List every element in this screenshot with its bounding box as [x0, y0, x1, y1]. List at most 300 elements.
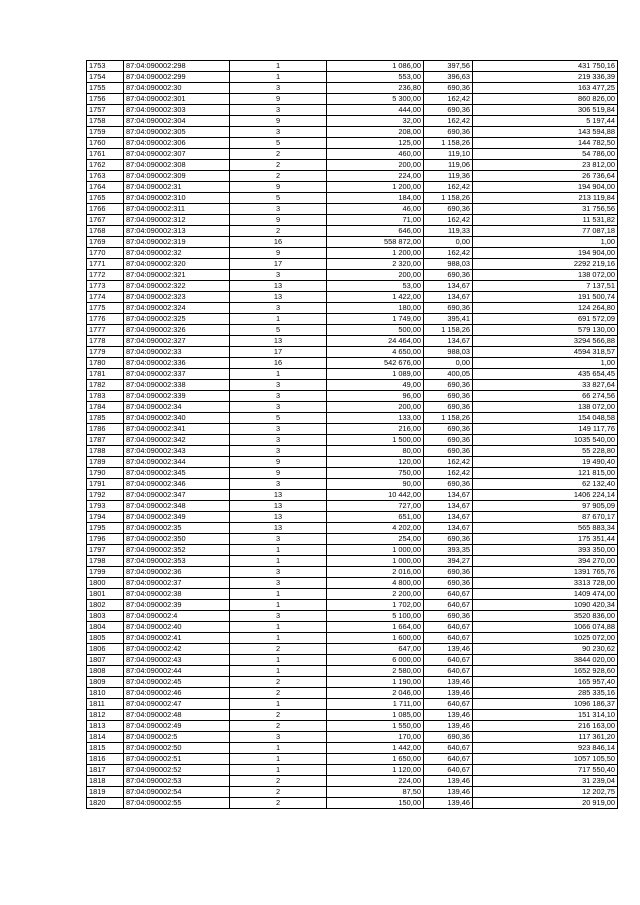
- rate-cell: 690,36: [424, 83, 473, 94]
- group-cell: 3: [230, 732, 327, 743]
- row-number-cell: 1772: [87, 270, 124, 281]
- area-cell: 71,00: [327, 215, 424, 226]
- area-cell: 1 600,00: [327, 633, 424, 644]
- area-cell: 224,00: [327, 776, 424, 787]
- row-number-cell: 1765: [87, 193, 124, 204]
- area-cell: 6 000,00: [327, 655, 424, 666]
- table-row: [87, 116, 618, 127]
- area-cell: 46,00: [327, 204, 424, 215]
- row-number-cell: 1781: [87, 369, 124, 380]
- row-number-cell: 1815: [87, 743, 124, 754]
- cadastral-number-cell: 87:04:090002:322: [124, 281, 230, 292]
- value-cell: 1035 540,00: [473, 435, 618, 446]
- value-cell: 90 230,62: [473, 644, 618, 655]
- value-cell: 194 904,00: [473, 182, 618, 193]
- area-cell: 224,00: [327, 171, 424, 182]
- value-cell: 1057 105,50: [473, 754, 618, 765]
- table-row: [87, 138, 618, 149]
- group-cell: 5: [230, 138, 327, 149]
- area-cell: 646,00: [327, 226, 424, 237]
- rate-cell: 640,67: [424, 633, 473, 644]
- cadastral-number-cell: 87:04:090002:51: [124, 754, 230, 765]
- group-cell: 2: [230, 787, 327, 798]
- value-cell: 66 274,56: [473, 391, 618, 402]
- table-row: [87, 699, 618, 710]
- area-cell: 2 016,00: [327, 567, 424, 578]
- value-cell: 691 572,09: [473, 314, 618, 325]
- row-number-cell: 1780: [87, 358, 124, 369]
- group-cell: 3: [230, 402, 327, 413]
- group-cell: 1: [230, 61, 327, 72]
- value-cell: 151 314,10: [473, 710, 618, 721]
- value-cell: 3294 566,88: [473, 336, 618, 347]
- area-cell: 32,00: [327, 116, 424, 127]
- rate-cell: 119,10: [424, 149, 473, 160]
- area-cell: 2 580,00: [327, 666, 424, 677]
- value-cell: 4594 318,57: [473, 347, 618, 358]
- value-cell: 12 202,75: [473, 787, 618, 798]
- row-number-cell: 1810: [87, 688, 124, 699]
- table-row: [87, 677, 618, 688]
- rate-cell: 162,42: [424, 468, 473, 479]
- cadastral-number-cell: 87:04:090002:346: [124, 479, 230, 490]
- value-cell: 194 904,00: [473, 248, 618, 259]
- row-number-cell: 1794: [87, 512, 124, 523]
- cadastral-number-cell: 87:04:090002:324: [124, 303, 230, 314]
- table-row: [87, 160, 618, 171]
- row-number-cell: 1768: [87, 226, 124, 237]
- area-cell: 120,00: [327, 457, 424, 468]
- group-cell: 5: [230, 413, 327, 424]
- table-row: [87, 83, 618, 94]
- value-cell: 144 782,50: [473, 138, 618, 149]
- rate-cell: 690,36: [424, 446, 473, 457]
- cadastral-number-cell: 87:04:090002:38: [124, 589, 230, 600]
- value-cell: 431 750,16: [473, 61, 618, 72]
- area-cell: 125,00: [327, 138, 424, 149]
- row-number-cell: 1762: [87, 160, 124, 171]
- table-row: [87, 391, 618, 402]
- area-cell: 750,00: [327, 468, 424, 479]
- cadastral-number-cell: 87:04:090002:323: [124, 292, 230, 303]
- group-cell: 16: [230, 237, 327, 248]
- table-row: [87, 424, 618, 435]
- cadastral-value-table: [86, 60, 618, 809]
- rate-cell: 690,36: [424, 380, 473, 391]
- rate-cell: 162,42: [424, 215, 473, 226]
- value-cell: 3520 836,00: [473, 611, 618, 622]
- area-cell: 1 650,00: [327, 754, 424, 765]
- table-row: [87, 259, 618, 270]
- area-cell: 180,00: [327, 303, 424, 314]
- value-cell: 191 500,74: [473, 292, 618, 303]
- cadastral-number-cell: 87:04:090002:343: [124, 446, 230, 457]
- rate-cell: 690,36: [424, 204, 473, 215]
- rate-cell: 393,35: [424, 545, 473, 556]
- cadastral-number-cell: 87:04:090002:327: [124, 336, 230, 347]
- cadastral-number-cell: 87:04:090002:353: [124, 556, 230, 567]
- table-row: [87, 765, 618, 776]
- row-number-cell: 1757: [87, 105, 124, 116]
- value-cell: 1090 420,34: [473, 600, 618, 611]
- area-cell: 49,00: [327, 380, 424, 391]
- area-cell: 1 089,00: [327, 369, 424, 380]
- table-row: [87, 743, 618, 754]
- group-cell: 9: [230, 116, 327, 127]
- value-cell: 1,00: [473, 358, 618, 369]
- cadastral-number-cell: 87:04:090002:350: [124, 534, 230, 545]
- area-cell: 90,00: [327, 479, 424, 490]
- area-cell: 200,00: [327, 402, 424, 413]
- group-cell: 1: [230, 699, 327, 710]
- rate-cell: 162,42: [424, 116, 473, 127]
- group-cell: 2: [230, 688, 327, 699]
- group-cell: 2: [230, 798, 327, 809]
- table-row: [87, 347, 618, 358]
- rate-cell: 119,33: [424, 226, 473, 237]
- value-cell: 31 239,04: [473, 776, 618, 787]
- cadastral-number-cell: 87:04:090002:306: [124, 138, 230, 149]
- cadastral-number-cell: 87:04:090002:36: [124, 567, 230, 578]
- rate-cell: 640,67: [424, 765, 473, 776]
- table-row: [87, 512, 618, 523]
- value-cell: 117 361,20: [473, 732, 618, 743]
- group-cell: 9: [230, 457, 327, 468]
- group-cell: 5: [230, 325, 327, 336]
- group-cell: 13: [230, 292, 327, 303]
- cadastral-number-cell: 87:04:090002:352: [124, 545, 230, 556]
- rate-cell: 134,67: [424, 281, 473, 292]
- cadastral-number-cell: 87:04:090002:305: [124, 127, 230, 138]
- row-number-cell: 1756: [87, 94, 124, 105]
- area-cell: 236,80: [327, 83, 424, 94]
- table-row: [87, 732, 618, 743]
- value-cell: 55 228,80: [473, 446, 618, 457]
- value-cell: 23 812,00: [473, 160, 618, 171]
- table-row: [87, 644, 618, 655]
- row-number-cell: 1784: [87, 402, 124, 413]
- area-cell: 216,00: [327, 424, 424, 435]
- row-number-cell: 1795: [87, 523, 124, 534]
- value-cell: 149 117,76: [473, 424, 618, 435]
- table-row: [87, 358, 618, 369]
- area-cell: 80,00: [327, 446, 424, 457]
- value-cell: 138 072,00: [473, 270, 618, 281]
- group-cell: 1: [230, 743, 327, 754]
- cadastral-number-cell: 87:04:090002:342: [124, 435, 230, 446]
- area-cell: 96,00: [327, 391, 424, 402]
- value-cell: 121 815,00: [473, 468, 618, 479]
- area-cell: 150,00: [327, 798, 424, 809]
- group-cell: 5: [230, 193, 327, 204]
- table-row: [87, 589, 618, 600]
- rate-cell: 640,67: [424, 699, 473, 710]
- value-cell: 62 132,40: [473, 479, 618, 490]
- area-cell: 1 120,00: [327, 765, 424, 776]
- area-cell: 4 800,00: [327, 578, 424, 589]
- row-number-cell: 1790: [87, 468, 124, 479]
- rate-cell: 640,67: [424, 600, 473, 611]
- group-cell: 16: [230, 358, 327, 369]
- rate-cell: 690,36: [424, 424, 473, 435]
- table-row: [87, 149, 618, 160]
- value-cell: 175 351,44: [473, 534, 618, 545]
- rate-cell: 640,67: [424, 743, 473, 754]
- table-row: [87, 479, 618, 490]
- cadastral-number-cell: 87:04:090002:30: [124, 83, 230, 94]
- rate-cell: 988,03: [424, 347, 473, 358]
- group-cell: 13: [230, 512, 327, 523]
- area-cell: 500,00: [327, 325, 424, 336]
- table-row: [87, 600, 618, 611]
- row-number-cell: 1808: [87, 666, 124, 677]
- group-cell: 1: [230, 655, 327, 666]
- cadastral-number-cell: 87:04:090002:338: [124, 380, 230, 391]
- area-cell: 460,00: [327, 149, 424, 160]
- value-cell: 923 846,14: [473, 743, 618, 754]
- area-cell: 542 676,00: [327, 358, 424, 369]
- table-row: [87, 270, 618, 281]
- value-cell: 143 594,88: [473, 127, 618, 138]
- rate-cell: 690,36: [424, 611, 473, 622]
- area-cell: 553,00: [327, 72, 424, 83]
- area-cell: 208,00: [327, 127, 424, 138]
- cadastral-number-cell: 87:04:090002:5: [124, 732, 230, 743]
- area-cell: 1 000,00: [327, 556, 424, 567]
- cadastral-number-cell: 87:04:090002:348: [124, 501, 230, 512]
- group-cell: 2: [230, 776, 327, 787]
- value-cell: 77 087,18: [473, 226, 618, 237]
- cadastral-number-cell: 87:04:090002:303: [124, 105, 230, 116]
- value-cell: 2292 219,16: [473, 259, 618, 270]
- rate-cell: 0,00: [424, 237, 473, 248]
- group-cell: 3: [230, 105, 327, 116]
- cadastral-number-cell: 87:04:090002:52: [124, 765, 230, 776]
- cadastral-number-cell: 87:04:090002:34: [124, 402, 230, 413]
- row-number-cell: 1799: [87, 567, 124, 578]
- group-cell: 3: [230, 567, 327, 578]
- group-cell: 2: [230, 226, 327, 237]
- group-cell: 1: [230, 622, 327, 633]
- area-cell: 133,00: [327, 413, 424, 424]
- table-row: [87, 710, 618, 721]
- table-row: [87, 490, 618, 501]
- group-cell: 1: [230, 754, 327, 765]
- rate-cell: 640,67: [424, 589, 473, 600]
- area-cell: 4 650,00: [327, 347, 424, 358]
- table-row: [87, 688, 618, 699]
- document-page: [86, 60, 615, 809]
- table-body: [87, 61, 618, 809]
- area-cell: 1 500,00: [327, 435, 424, 446]
- group-cell: 3: [230, 424, 327, 435]
- row-number-cell: 1803: [87, 611, 124, 622]
- group-cell: 9: [230, 182, 327, 193]
- table-row: [87, 61, 618, 72]
- cadastral-number-cell: 87:04:090002:313: [124, 226, 230, 237]
- group-cell: 2: [230, 721, 327, 732]
- group-cell: 13: [230, 281, 327, 292]
- rate-cell: 690,36: [424, 534, 473, 545]
- area-cell: 5 100,00: [327, 611, 424, 622]
- group-cell: 2: [230, 644, 327, 655]
- cadastral-number-cell: 87:04:090002:336: [124, 358, 230, 369]
- rate-cell: 690,36: [424, 105, 473, 116]
- group-cell: 13: [230, 523, 327, 534]
- area-cell: 2 200,00: [327, 589, 424, 600]
- area-cell: 1 000,00: [327, 545, 424, 556]
- row-number-cell: 1776: [87, 314, 124, 325]
- table-row: [87, 413, 618, 424]
- area-cell: 1 422,00: [327, 292, 424, 303]
- value-cell: 285 335,16: [473, 688, 618, 699]
- row-number-cell: 1770: [87, 248, 124, 259]
- area-cell: 647,00: [327, 644, 424, 655]
- rate-cell: 690,36: [424, 435, 473, 446]
- group-cell: 3: [230, 534, 327, 545]
- rate-cell: 134,67: [424, 501, 473, 512]
- group-cell: 1: [230, 545, 327, 556]
- area-cell: 1 550,00: [327, 721, 424, 732]
- rate-cell: 396,63: [424, 72, 473, 83]
- area-cell: 1 664,00: [327, 622, 424, 633]
- row-number-cell: 1783: [87, 391, 124, 402]
- rate-cell: 395,41: [424, 314, 473, 325]
- table-row: [87, 776, 618, 787]
- value-cell: 1066 074,88: [473, 622, 618, 633]
- group-cell: 1: [230, 72, 327, 83]
- table-row: [87, 435, 618, 446]
- cadastral-number-cell: 87:04:090002:41: [124, 633, 230, 644]
- row-number-cell: 1759: [87, 127, 124, 138]
- rate-cell: 0,00: [424, 358, 473, 369]
- table-row: [87, 545, 618, 556]
- value-cell: 3313 728,00: [473, 578, 618, 589]
- group-cell: 2: [230, 160, 327, 171]
- table-row: [87, 754, 618, 765]
- rate-cell: 690,36: [424, 303, 473, 314]
- cadastral-number-cell: 87:04:090002:349: [124, 512, 230, 523]
- row-number-cell: 1788: [87, 446, 124, 457]
- rate-cell: 988,03: [424, 259, 473, 270]
- cadastral-number-cell: 87:04:090002:35: [124, 523, 230, 534]
- rate-cell: 119,36: [424, 171, 473, 182]
- row-number-cell: 1779: [87, 347, 124, 358]
- row-number-cell: 1800: [87, 578, 124, 589]
- row-number-cell: 1764: [87, 182, 124, 193]
- rate-cell: 139,46: [424, 721, 473, 732]
- rate-cell: 134,67: [424, 512, 473, 523]
- cadastral-number-cell: 87:04:090002:54: [124, 787, 230, 798]
- row-number-cell: 1771: [87, 259, 124, 270]
- area-cell: 1 200,00: [327, 182, 424, 193]
- value-cell: 213 119,84: [473, 193, 618, 204]
- group-cell: 13: [230, 490, 327, 501]
- row-number-cell: 1804: [87, 622, 124, 633]
- group-cell: 3: [230, 391, 327, 402]
- rate-cell: 690,36: [424, 732, 473, 743]
- area-cell: 1 749,00: [327, 314, 424, 325]
- cadastral-number-cell: 87:04:090002:37: [124, 578, 230, 589]
- rate-cell: 1 158,26: [424, 138, 473, 149]
- rate-cell: 640,67: [424, 622, 473, 633]
- cadastral-number-cell: 87:04:090002:344: [124, 457, 230, 468]
- row-number-cell: 1792: [87, 490, 124, 501]
- table-row: [87, 171, 618, 182]
- table-row: [87, 369, 618, 380]
- cadastral-number-cell: 87:04:090002:43: [124, 655, 230, 666]
- cadastral-number-cell: 87:04:090002:312: [124, 215, 230, 226]
- cadastral-number-cell: 87:04:090002:309: [124, 171, 230, 182]
- table-row: [87, 457, 618, 468]
- cadastral-number-cell: 87:04:090002:337: [124, 369, 230, 380]
- table-row: [87, 226, 618, 237]
- cadastral-number-cell: 87:04:090002:340: [124, 413, 230, 424]
- value-cell: 11 531,82: [473, 215, 618, 226]
- value-cell: 306 519,84: [473, 105, 618, 116]
- group-cell: 3: [230, 578, 327, 589]
- row-number-cell: 1802: [87, 600, 124, 611]
- rate-cell: 640,67: [424, 655, 473, 666]
- row-number-cell: 1812: [87, 710, 124, 721]
- row-number-cell: 1813: [87, 721, 124, 732]
- cadastral-number-cell: 87:04:090002:345: [124, 468, 230, 479]
- rate-cell: 690,36: [424, 567, 473, 578]
- rate-cell: 162,42: [424, 457, 473, 468]
- rate-cell: 690,36: [424, 127, 473, 138]
- table-row: [87, 281, 618, 292]
- table-row: [87, 622, 618, 633]
- group-cell: 17: [230, 259, 327, 270]
- group-cell: 3: [230, 479, 327, 490]
- table-row: [87, 446, 618, 457]
- cadastral-number-cell: 87:04:090002:50: [124, 743, 230, 754]
- value-cell: 393 350,00: [473, 545, 618, 556]
- value-cell: 154 048,58: [473, 413, 618, 424]
- group-cell: 3: [230, 127, 327, 138]
- group-cell: 1: [230, 369, 327, 380]
- area-cell: 4 202,00: [327, 523, 424, 534]
- area-cell: 1 190,00: [327, 677, 424, 688]
- table-row: [87, 721, 618, 732]
- row-number-cell: 1754: [87, 72, 124, 83]
- rate-cell: 1 158,26: [424, 193, 473, 204]
- row-number-cell: 1769: [87, 237, 124, 248]
- cadastral-number-cell: 87:04:090002:48: [124, 710, 230, 721]
- rate-cell: 690,36: [424, 402, 473, 413]
- value-cell: 31 756,56: [473, 204, 618, 215]
- group-cell: 1: [230, 314, 327, 325]
- group-cell: 3: [230, 204, 327, 215]
- group-cell: 3: [230, 435, 327, 446]
- cadastral-number-cell: 87:04:090002:308: [124, 160, 230, 171]
- table-row: [87, 655, 618, 666]
- row-number-cell: 1807: [87, 655, 124, 666]
- rate-cell: 690,36: [424, 391, 473, 402]
- value-cell: 5 197,44: [473, 116, 618, 127]
- value-cell: 54 786,00: [473, 149, 618, 160]
- rate-cell: 134,67: [424, 490, 473, 501]
- table-row: [87, 127, 618, 138]
- value-cell: 1025 072,00: [473, 633, 618, 644]
- group-cell: 1: [230, 600, 327, 611]
- value-cell: 138 072,00: [473, 402, 618, 413]
- table-row: [87, 666, 618, 677]
- group-cell: 13: [230, 336, 327, 347]
- area-cell: 87,50: [327, 787, 424, 798]
- cadastral-number-cell: 87:04:090002:53: [124, 776, 230, 787]
- row-number-cell: 1760: [87, 138, 124, 149]
